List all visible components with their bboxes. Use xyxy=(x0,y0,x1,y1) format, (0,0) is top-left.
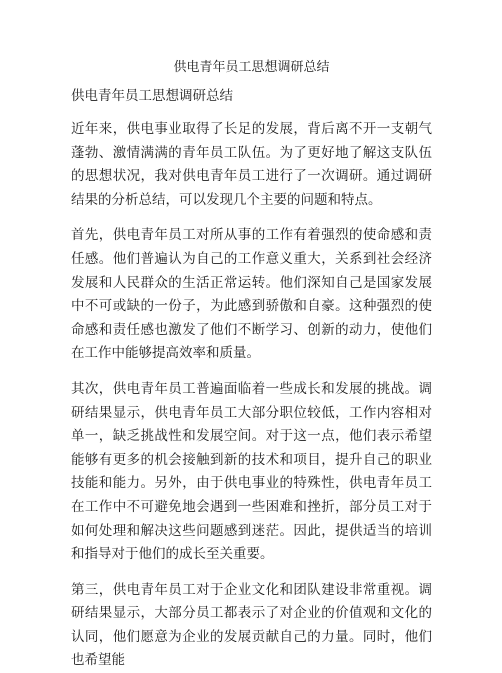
paragraph-first-point: 首先，供电青年员工对所从事的工作有着强烈的使命感和责任感。他们普遍认为自己的工作意义重大，关系到社会经济发展和人民群众的生活正常运转。他们深知自己是国家发展中不可或缺的一份子，为此感到骄傲和自豪。这种强烈的使命感和责任感也激发了他们不断学习、创新的动力，使他们在工作中能够提高效率和质量。 xyxy=(71,227,432,362)
document-title: 供电青年员工思想调研总结 xyxy=(173,60,330,75)
paragraph-second-point: 其次，供电青年员工普遍面临着一些成长和发展的挑战。调研结果显示，供电青年员工大部分职位较低，工作内容相对单一，缺乏挑战性和发展空间。对于这一点，他们表示希望能够有更多的机会接触到新的技术和项目，提升自己的职业技能和能力。另外，由于供电事业的特殊性，供电青年员工在工作中不可避免地会遇到一些困难和挫折，部分员工对于如何处理和解决这些问题感到迷茫。因此，提供适当的培训和指导对于他们的成长至关重要。 xyxy=(71,380,432,563)
paragraph-intro: 近年来，供电事业取得了长足的发展，背后离不开一支朝气蓬勃、激情满满的青年员工队伍。为了更好地了解这支队伍的思想状况，我对供电青年员工进行了一次调研。通过调研结果的分析总结，可以发现几个主要的问题和特点。 xyxy=(71,121,432,208)
document-subtitle: 供电青年员工思想调研总结 xyxy=(71,88,233,104)
paragraph-third-point: 第三，供电青年员工对于企业文化和团队建设非常重视。调研结果显示，大部分员工都表示了对企业的价值观和文化的认同，他们愿意为企业的发展贡献自己的力量。同时，他们也希望能 xyxy=(71,581,432,669)
